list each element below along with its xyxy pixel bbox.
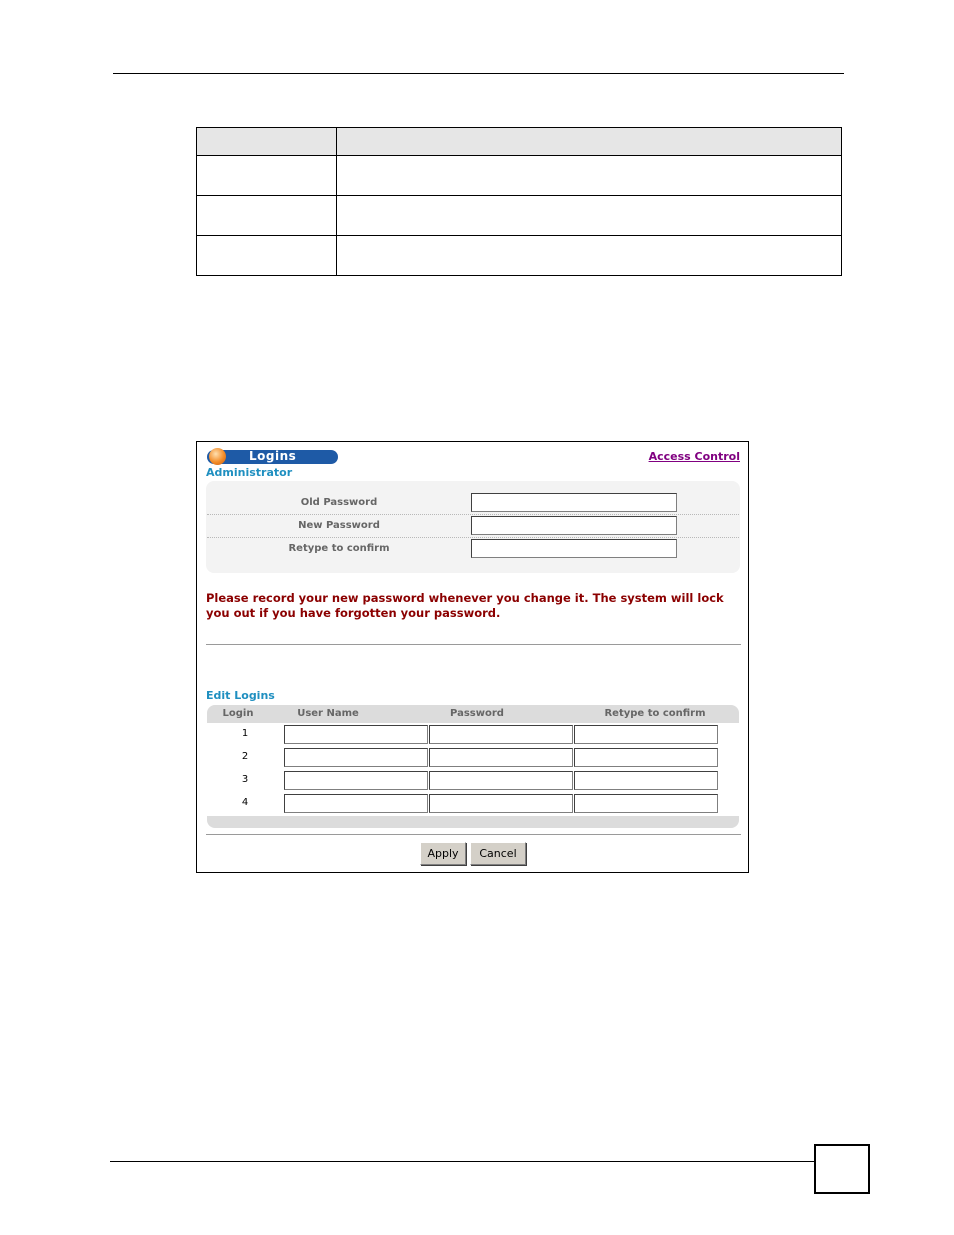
footer-rule [110, 1161, 815, 1162]
old-password-field[interactable] [471, 493, 677, 512]
column-header-password: Password [450, 708, 504, 719]
divider [206, 834, 741, 835]
password-input[interactable] [429, 748, 573, 767]
login-number: 3 [241, 774, 249, 785]
logins-table-header [207, 705, 739, 723]
cancel-button[interactable]: Cancel [470, 842, 526, 865]
retype-password-label: Retype to confirm [288, 543, 390, 554]
retype-input[interactable] [574, 771, 718, 790]
logins-screen [196, 441, 749, 873]
retype-password-row [207, 538, 739, 560]
new-password-field[interactable] [471, 516, 677, 535]
old-password-label: Old Password [300, 497, 378, 508]
column-header-user-name: User Name [297, 708, 359, 719]
new-password-label: New Password [298, 520, 380, 531]
password-input[interactable] [429, 725, 573, 744]
column-header-retype: Retype to confirm [604, 708, 706, 719]
table-row [207, 769, 739, 793]
login-number: 4 [241, 797, 249, 808]
retype-input[interactable] [574, 748, 718, 767]
retype-password-field[interactable] [471, 539, 677, 558]
page-number-box [814, 1144, 870, 1194]
password-input[interactable] [429, 794, 573, 813]
access-control-link[interactable]: Access Control [648, 450, 740, 463]
login-number: 1 [241, 728, 249, 739]
user-name-input[interactable] [284, 794, 428, 813]
administrator-title: Administrator [206, 466, 293, 479]
edit-logins-title: Edit Logins [206, 689, 275, 702]
retype-input[interactable] [574, 725, 718, 744]
table-row [207, 723, 739, 747]
apply-button[interactable]: Apply [420, 842, 466, 865]
banner-title: Logins [249, 449, 297, 463]
user-name-input[interactable] [284, 725, 428, 744]
user-name-input[interactable] [284, 748, 428, 767]
retype-input[interactable] [574, 794, 718, 813]
table-row [197, 156, 842, 196]
user-name-input[interactable] [284, 771, 428, 790]
document-table [196, 127, 842, 276]
password-warning: Please record your new password whenever you change it. The system will lock you out if you have forgotten your password. [206, 591, 724, 620]
login-number: 2 [241, 751, 249, 762]
column-header-login: Login [222, 708, 254, 719]
password-input[interactable] [429, 771, 573, 790]
logins-table-footer [207, 816, 739, 828]
table-row [197, 236, 842, 276]
orange-ball-icon [209, 448, 226, 465]
divider [206, 644, 741, 645]
header-rule [113, 73, 844, 74]
table-header-row [197, 128, 842, 156]
new-password-row [207, 515, 739, 538]
old-password-row [207, 492, 739, 515]
table-row [197, 196, 842, 236]
table-row [207, 746, 739, 770]
table-row [207, 792, 739, 815]
